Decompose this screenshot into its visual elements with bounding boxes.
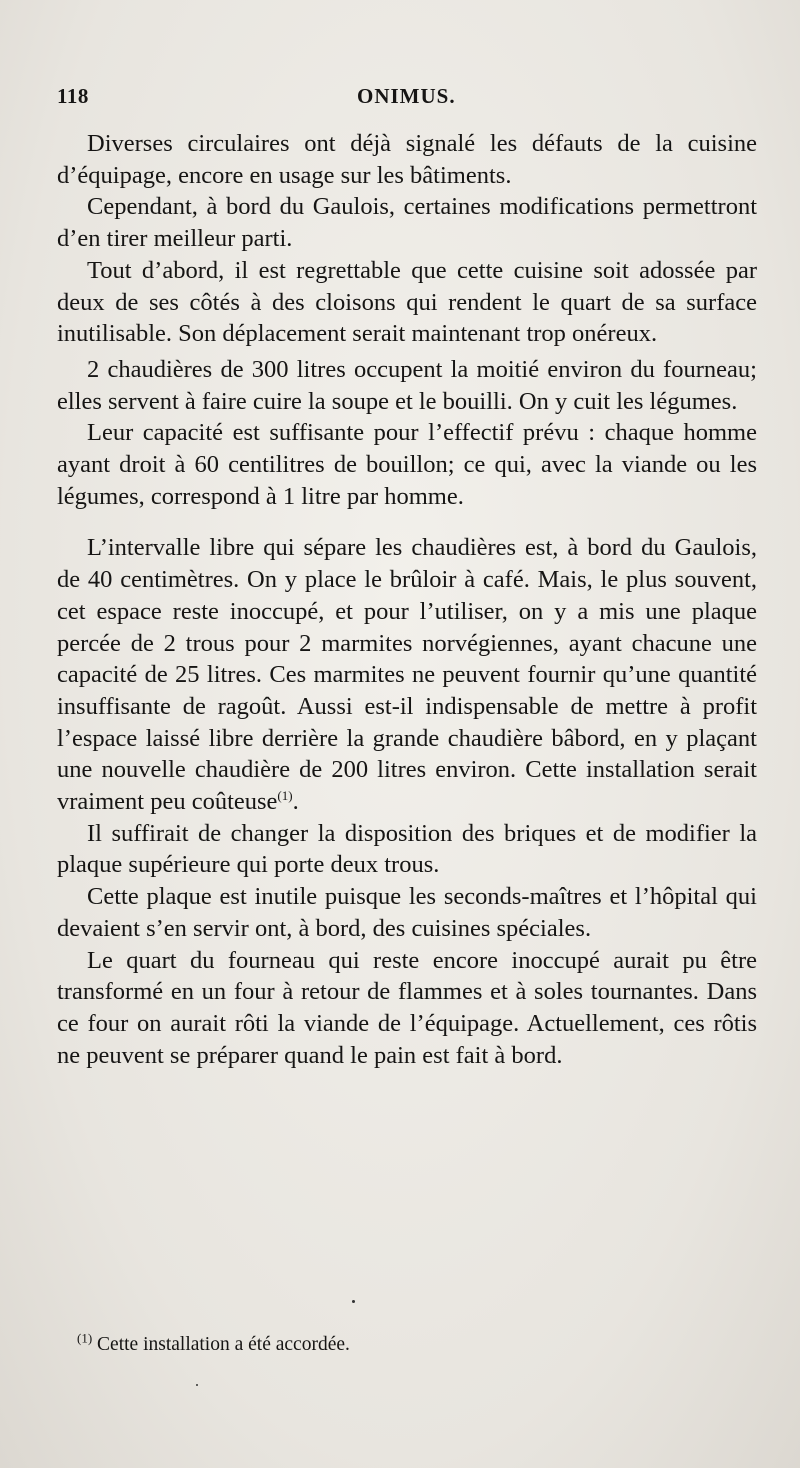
- page-number: 118: [57, 84, 89, 108]
- running-head: ONIMUS.: [357, 84, 456, 108]
- ink-speck: [352, 1300, 355, 1303]
- paragraph-5: Leur capacité est suffisante pour l’effectif prévu : chaque homme ayant droit à 60 centilitres de bouillon; ce qui, avec la viande ou les légumes, correspond à 1 litre par homme.: [57, 419, 757, 510]
- ink-speck: [196, 1384, 198, 1386]
- footnote-ref: (1): [277, 787, 293, 803]
- footnote-text: Cette installation a été accordée.: [97, 1334, 350, 1355]
- paragraph-6-text: L’intervalle libre qui sépare les chaudières est, à bord du Gaulois, de 40 centimètres. On y place le brûloir à café. Mais, le plus souvent, cet espace reste inoccupé, et pour l’utiliser, on y a mis une plaque percée de 2 trous pour 2 marmites norvégiennes, ayant chacune une capacité de 25 litres. Ces marmites ne peuvent fournir qu’une quantité insuffisante de ragoût. Aussi est-il indispensable de mettre à profit l’espace laissé libre derrière la grande chaudière bâbord, en y plaçant une nouvelle chaudière de 200 litres environ. Cette installation serait vraiment peu coûteuse: [57, 534, 757, 816]
- page-header: [57, 84, 760, 114]
- footnote: [77, 1332, 727, 1358]
- footnote-marker: (1): [77, 1330, 93, 1346]
- paragraph-9: Le quart du fourneau qui reste encore inoccupé aurait pu être transformé en un four à retour de flammes et à soles tournantes. Dans ce four on aurait rôti la viande de l’équipage. Actuellement, ces rôtis ne peuvent se préparer quand le pain est fait à bord.: [57, 946, 757, 1069]
- paragraph-6: [57, 532, 757, 817]
- paragraph-1: Diverses circulaires ont déjà signalé les défauts de la cuisine d’équipage, encore en usage sur les bâtiments.: [57, 130, 757, 189]
- paragraph-4: 2 chaudières de 300 litres occupent la moitié environ du fourneau; elles servent à faire cuire la soupe et le bouilli. On y cuit les légumes.: [57, 355, 757, 415]
- paragraph-3: Tout d’abord, il est regrettable que cette cuisine soit adossée par deux de ses côtés à des cloisons qui rendent le quart de sa surface inutilisable. Son déplacement serait maintenant trop onéreux.: [57, 256, 757, 348]
- body-text: [57, 128, 757, 1071]
- paragraph-2: Cependant, à bord du Gaulois, certaines modifications permettront d’en tirer meilleur parti.: [57, 193, 757, 253]
- paragraph-8: Cette plaque est inutile puisque les seconds-maîtres et l’hôpital qui devaient s’en servir ont, à bord, des cuisines spéciales.: [57, 883, 757, 942]
- footnote-ref-suffix: .: [292, 788, 299, 816]
- paragraph-7: Il suffirait de changer la disposition des briques et de modifier la plaque supérieure qui porte deux trous.: [57, 819, 757, 879]
